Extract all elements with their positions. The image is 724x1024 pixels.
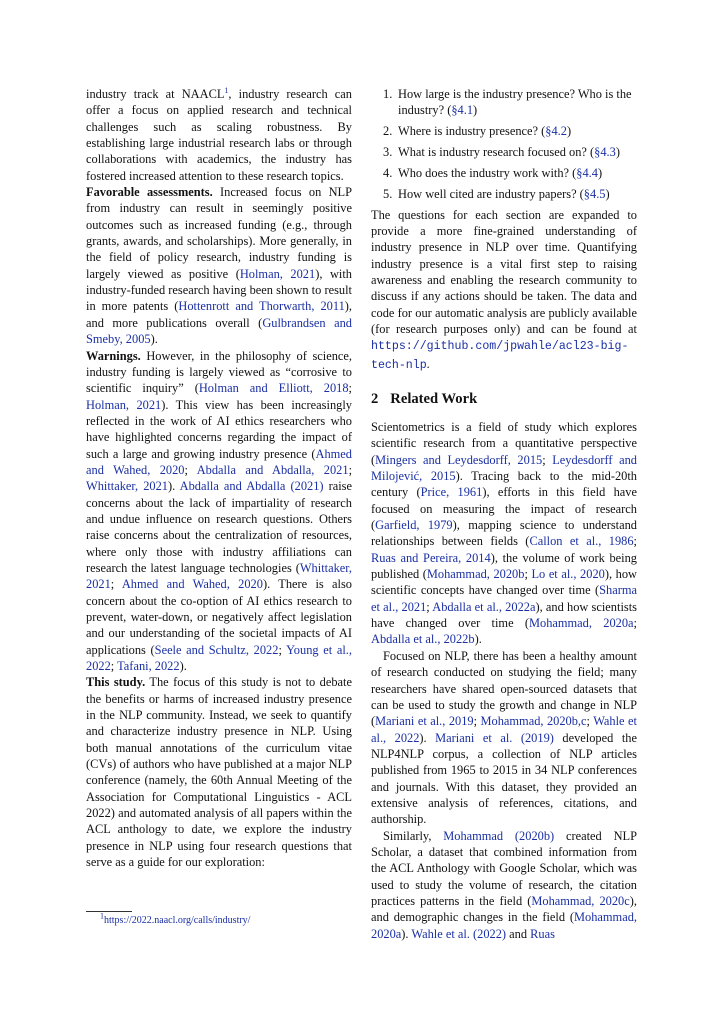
paragraph-this-study: This study. The focus of this study is not to debate the benefits or harms of increased industry presence in the NLP community. Instead, we seek to quantify and characterize industry presence in NLP. Using both manual annotations of the curriculum vitae (CVs) of authors who have published at a major NLP conference (namely, the 60th Annual Meeting of the Association for Computational Linguistics - ACL 2022) and automated analysis of all papers within the ACL anthology to date, we explore the industry presence in NLP using four research questions that serve as a guide for our exploration: [86,675,352,870]
citation-link[interactable]: Garfield, 1979 [375,518,453,533]
citation-link[interactable]: Mohammad, 2020c [531,893,630,908]
citation-link[interactable]: Ruas [530,926,555,941]
citation-link[interactable]: Mohammad, 2020a [529,616,634,631]
paragraph-industry-track: industry track at NAACL$^1$, industry research can offer a focus on applied research and technical challenges such as scaling robustness. By establishing large industrial research labs or through collaborations with academics, the industry has fostered increased attention to these research topics. [86,85,353,183]
citation-link[interactable]: Tafani, 2022 [117,659,180,674]
citation-link[interactable]: Seele and Schultz, 2022 [154,642,279,657]
citation-link[interactable]: Holman, 2021 [86,397,162,412]
citation-link[interactable]: Abdalla and Abdalla (2021) [179,479,324,494]
section-title: Related Work [390,391,478,407]
citation-link[interactable]: Mariani et al., 2019 [375,714,474,729]
citation-link[interactable]: Whittaker, 2021 [86,560,352,592]
right-column [371,86,637,942]
paragraph-warnings: Warnings. However, in the philosophy of science, industry funding is largely viewed as “corrosive to scientific inquiry” (Holman and Elliott, 2018; Holman, 2021). This view has been increasingly reflected in the work of AI ethics researchers who have highlighted concerns regarding the impact of such a large and growing industry presence (Ahmed and Wahed, 2020; Abdalla and Abdalla, 2021; Whittaker, 2021). Abdalla and Abdalla (2021) raise concerns about the lack of impartiality of research and undue influence on research questions. Others raise concerns about the centralization of resources, where only those with industry affiliations can research the latest language technologies (Whittaker, 2021; Ahmed and Wahed, 2020). There is also concern about the co-option of AI ethics research to prevent, water-down, or negatively affect legislation and our understanding of the societal impacts of AI applications (Seele and Schultz, 2022; Young et al., 2022; Tafani, 2022). [86,348,353,674]
list-item: 2. Where is industry presence? (§4.2) [383,124,572,139]
section-number: 2 [371,391,379,407]
section-ref-link[interactable]: §4.2 [545,124,567,139]
section-ref-link[interactable]: §4.4 [576,165,598,180]
citation-link[interactable]: Mohammad (2020b) [443,828,555,843]
list-item: 3. What is industry research focused on? (§4.3) [383,145,620,160]
paragraph-questions-expanded: The questions for each section are expanded to provide a more fine-grained understanding of industry presence in NLP over time. Quantifying industry presence is a vital first step to raising awareness and enabling the research community to discuss if any actions should be taken. The data and code for our automatic analysis are publicly available (for research purposes only) and can be found at https://github.com/jpwahle/acl23-big-tech-nlp. [371,207,637,372]
list-item: 5. How well cited are industry papers? (§4.5) [383,186,610,201]
paragraph-scientometrics: Scientometrics is a field of study which explores scientific research from a quantitative perspective (Mingers and Leydesdorff, 2015; Leydesdorff and Milojević, 2015). Tracing back to the mid-20th century (Price, 1961), efforts in this field have focused on measuring the impact of research (Garfield, 1979), mapping science to understand relationships between fields (Callon et al., 1986; Ruas and Pereira, 2014), the volume of work being published (Mohammad, 2020b; Lo et al., 2020), how scientific concepts have changed over time (Sharma et al., 2021; Abdalla et al., 2022a), and how scientists have changed over time (Mohammad, 2020a; Abdalla et al., 2022b). [371,420,637,647]
footnote-number: 1 [100,911,104,921]
citation-link[interactable]: Wahle et al. (2022) [411,926,507,941]
citation-link[interactable]: Mingers and Leydesdorff, 2015 [375,452,543,467]
footnote-marker[interactable]: 1 [224,85,229,95]
paragraph-favorable-assessments: Favorable assessments. Increased focus on NLP from industry can result in seemingly positive outcomes such as increased funding (e.g., through grants, awards, and scholarships). More generally, in the field of policy research, industry funding is largely viewed as positive (Holman, 2021), with industry-funded research having been shown to result in more patents (Hottenrott and Thorwarth, 2011), and more publications overall (Gulbrandsen and Smeby, 2005). [86,185,353,347]
citation-link[interactable]: Wahle et al., 2022 [371,714,637,745]
paragraph-heading: Favorable assessments. [86,185,213,200]
citation-link[interactable]: Ruas and Pereira, 2014 [371,550,491,565]
footnote [86,911,352,927]
citation-link[interactable]: Holman and Elliott, 2018 [198,381,349,396]
citation-link[interactable]: Sharma et al., 2021 [371,583,637,614]
citation-link[interactable]: Ahmed and Wahed, 2020 [121,577,263,592]
citation-link[interactable]: Gulbrandsen and Smeby, 2005 [86,315,352,347]
citation-link[interactable]: Callon et al., 1986 [529,534,634,549]
paragraph-focused-on-nlp: Focused on NLP, there has been a healthy amount of research conducted on studying the field; many researchers have shared open-sourced datasets that can be used to study the growth and change in NLP (Mariani et al., 2019; Mohammad, 2020b,c; Wahle et al., 2022). Mariani et al. (2019) developed the NLP4NLP corpus, a collection of NLP articles published from 1965 to 2015 in 34 NLP conferences and journals. With this dataset, they provided an extensive analysis of references, citations, and authorship. [371,648,637,827]
footnote-divider [86,911,132,912]
paragraph-heading: Warnings. [86,348,141,363]
research-questions-list [371,86,637,202]
citation-link[interactable]: Young et al., 2022 [86,642,352,674]
citation-link[interactable]: Abdalla et al., 2022b [371,632,475,647]
citation-link[interactable]: Mohammad, 2020b [426,567,525,582]
citation-link[interactable]: Abdalla and Abdalla, 2021 [196,462,349,477]
citation-link[interactable]: Lo et al., 2020 [531,567,605,582]
github-url-link[interactable]: https://github.com/jpwahle/acl23-big-tech-nlp [371,340,629,372]
citation-link[interactable]: Mohammad, 2020b,c [480,714,587,729]
citation-link[interactable]: Abdalla et al., 2022a [432,599,536,614]
footnote-text [86,911,352,927]
citation-link[interactable]: Ahmed and Wahed, 2020 [86,446,352,477]
citation-link[interactable]: Whittaker, 2021 [86,479,168,494]
citation-link[interactable]: Price, 1961 [420,485,483,500]
section-ref-link[interactable]: §4.5 [583,186,606,201]
paragraph-similarly: Similarly, Mohammad (2020b) created NLP Scholar, a dataset that combined information from the ACL Anthology with Google Scholar, which was used to study the volume of research, the citation practices patterns in the field (Mohammad, 2020c), and demographic changes in the field (Mohammad, 2020a). Wahle et al. (2022) and Ruas [371,828,637,941]
left-column [86,86,352,871]
list-item: 1. How large is the industry presence? Who is the industry? (§4.1) [383,87,632,118]
citation-link[interactable]: Leydesdorff and Milojević, 2015 [371,452,637,484]
citation-link[interactable]: Mohammad, 2020a [371,910,637,941]
section-ref-link[interactable]: §4.1 [451,103,474,118]
section-heading [371,390,637,408]
citation-link[interactable]: Holman, 2021 [239,266,316,281]
citation-link[interactable]: Mariani et al. (2019) [435,730,554,745]
footnote-url-link[interactable]: https://2022.naacl.org/calls/industry/ [104,915,251,926]
section-ref-link[interactable]: §4.3 [594,145,616,160]
paragraph-heading: This study. [86,675,146,690]
list-item: 4. Who does the industry work with? (§4.4) [383,165,603,180]
citation-link[interactable]: Hottenrott and Thorwarth, 2011 [178,299,345,314]
